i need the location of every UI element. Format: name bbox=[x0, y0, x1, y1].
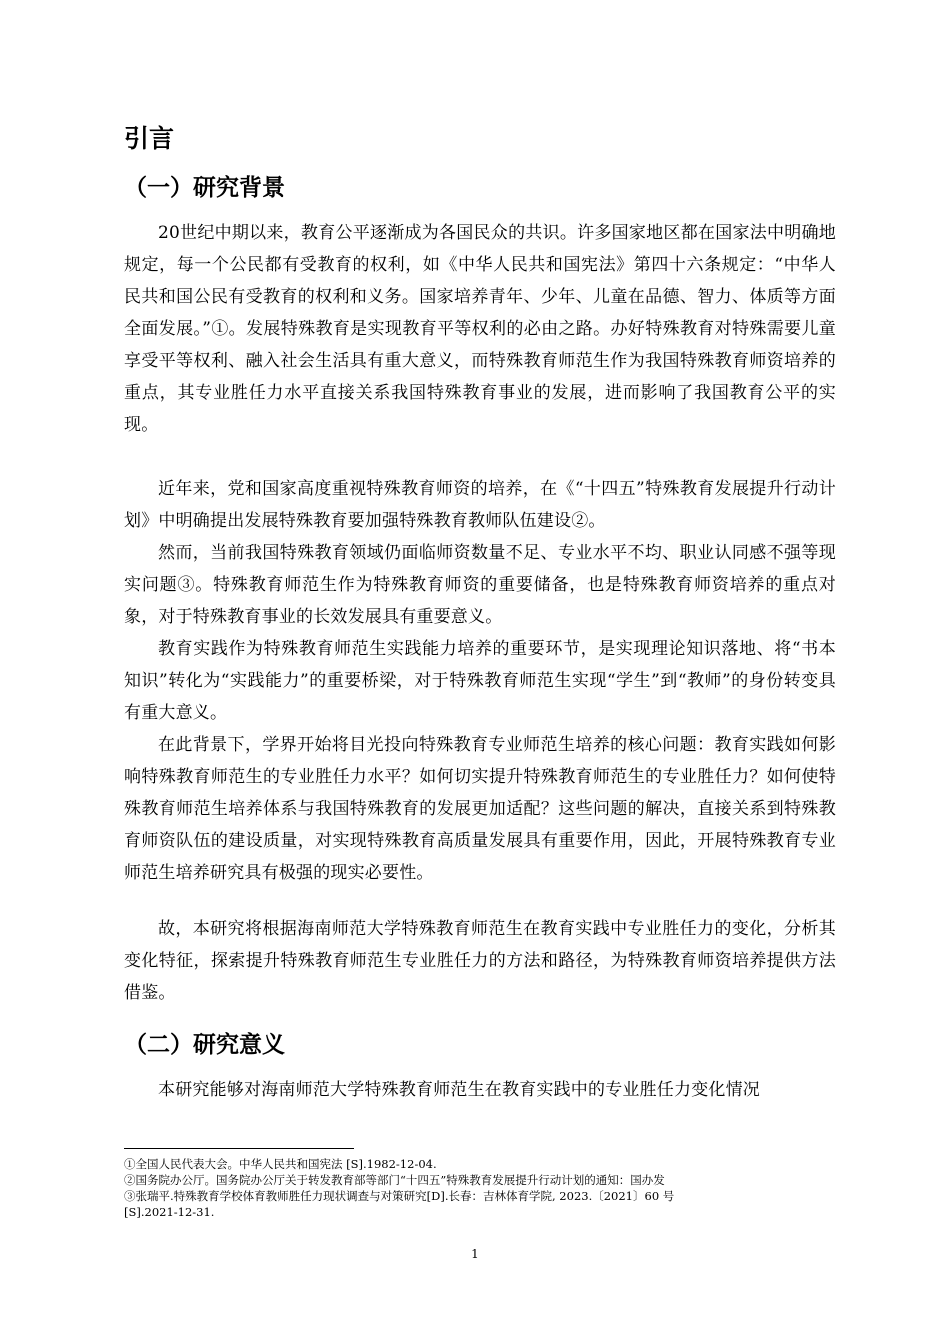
section-heading-background: （一）研究背景 bbox=[124, 175, 285, 201]
paragraph: 近年来，党和国家高度重视特殊教育师资的培养，在《“十四五”特殊教育发展提升行动计划》中明确提出发展特殊教育要加强特殊教育教师队伍建设②。 bbox=[124, 479, 836, 531]
footnote-list bbox=[124, 1156, 836, 1220]
footnote: [S].2021-12-31. bbox=[124, 1205, 215, 1219]
paragraph: 在此背景下，学界开始将目光投向特殊教育专业师范生培养的核心问题：教育实践如何影响特殊教育师范生的专业胜任力水平？如何切实提升特殊教育师范生的专业胜任力？如何使特殊教育师范生培养体系与我国特殊教育的发展更加适配？这些问题的解决，直接关系到特殊教育师资队伍的建设质量，对实现特殊教育高质量发展具有重要作用，因此，开展特殊教育专业师范生培养研究具有极强的现实必要性。 bbox=[124, 735, 836, 883]
footnote: ②国务院办公厅。国务院办公厅关于转发教育部等部门“十四五”特殊教育发展提升行动计划的通知：国办发 bbox=[124, 1173, 665, 1187]
paragraph: 20世纪中期以来，教育公平逐渐成为各国民众的共识。许多国家地区都在国家法中明确地规定，每一个公民都有受教育的权利，如《中华人民共和国宪法》第四十六条规定：“中华人民共和国公民有受教育的权利和义务。国家培养青年、少年、儿童在品德、智力、体质等方面全面发展。”①。发展特殊教育是实现教育平等权利的必由之路。办好特殊教育对特殊需要儿童享受平等权利、融入社会生活具有重大意义，而特殊教育师范生作为我国特殊教育师资培养的重点，其专业胜任力水平直接关系我国特殊教育事业的发展，进而影响了我国教育公平的实现。 bbox=[124, 223, 836, 435]
footnote-divider bbox=[124, 1148, 354, 1149]
footnote: ①全国人民代表大会。中华人民共和国宪法 [S].1982-12-04. bbox=[124, 1157, 437, 1171]
section-heading-significance: （二）研究意义 bbox=[124, 1032, 285, 1058]
paragraph: 本研究能够对海南师范大学特殊教育师范生在教育实践中的专业胜任力变化情况 bbox=[158, 1080, 760, 1100]
footnote: ③张瑞平.特殊教育学校体育教师胜任力现状调查与对策研究[D].长春：吉林体育学院, 2023.〔2021〕60 号 bbox=[124, 1189, 675, 1203]
chapter-title: 引言 bbox=[124, 124, 175, 153]
paragraph: 然而，当前我国特殊教育领域仍面临师资数量不足、专业水平不均、职业认同感不强等现实问题③。特殊教育师范生作为特殊教育师资的重要储备，也是特殊教育师资培养的重点对象，对于特殊教育事业的长效发展具有重要意义。 bbox=[124, 543, 836, 627]
page-number: 1 bbox=[471, 1247, 479, 1261]
paragraph: 故，本研究将根据海南师范大学特殊教育师范生在教育实践中专业胜任力的变化，分析其变化特征，探索提升特殊教育师范生专业胜任力的方法和路径，为特殊教育师资培养提供方法借鉴。 bbox=[124, 919, 836, 1003]
paragraph: 教育实践作为特殊教育师范生实践能力培养的重要环节，是实现理论知识落地、将“书本知识”转化为“实践能力”的重要桥梁，对于特殊教育师范生实现“学生”到“教师”的身份转变具有重大意义。 bbox=[124, 639, 836, 723]
